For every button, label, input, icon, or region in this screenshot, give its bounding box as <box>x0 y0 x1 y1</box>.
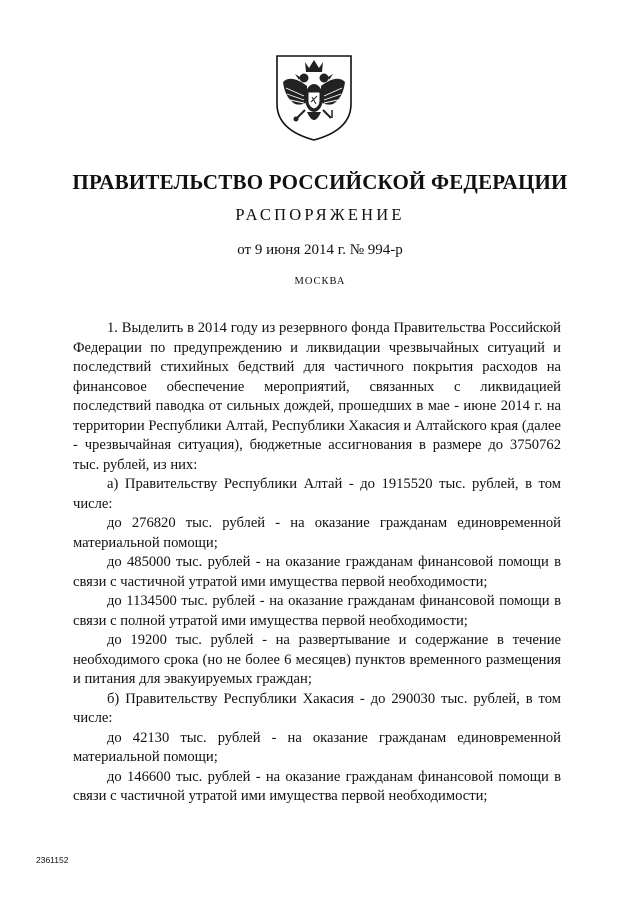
paragraph-a-3: до 1134500 тыс. рублей - на оказание гражданам финансовой помощи в связи с полной утратой ими имущества первой необходимости; <box>73 593 561 629</box>
document-type: РАСПОРЯЖЕНИЕ <box>235 205 405 224</box>
paragraph-a-4: до 19200 тыс. рублей - на развертывание и содержание в течение необходимого срока (но не более 6 месяцев) пунктов временного размещения и питания для эвакуируемых граждан; <box>73 632 561 687</box>
document-body <box>73 319 561 807</box>
city-name: МОСКВА <box>294 276 346 287</box>
document-code: 2361152 <box>36 855 69 865</box>
document-title: ПРАВИТЕЛЬСТВО РОССИЙСКОЙ ФЕДЕРАЦИИ <box>72 170 568 194</box>
paragraph-b: б) Правительству Республики Хакасия - до 290030 тыс. рублей, в том числе: <box>73 690 561 726</box>
paragraph-a: а) Правительству Республики Алтай - до 1915520 тыс. рублей, в том числе: <box>73 476 561 512</box>
order-date-number: от 9 июня 2014 г. № 994-р <box>237 242 403 258</box>
paragraph-a-2: до 485000 тыс. рублей - на оказание гражданам финансовой помощи в связи с частичной утратой ими имущества первой необходимости; <box>73 554 561 590</box>
paragraph-1: 1. Выделить в 2014 году из резервного фонда Правительства Российской Федерации по предупреждению и ликвидации чрезвычайных ситуаций и последствий стихийных бедствий для частичного покрытия расходов на финансовое обеспечение мероприятий, связанных с ликвидацией последствий паводка от сильных дождей, прошедших в мае - июне 2014 г. на территории Республики Алтай, Республики Хакасия и Алтайского края (далее - чрезвычайная ситуация), бюджетные ассигнования в размере до 3750762 тыс. рублей, из них: <box>73 320 561 473</box>
paragraph-b-1: до 42130 тыс. рублей - на оказание гражданам единовременной материальной помощи; <box>73 729 561 765</box>
paragraph-b-2: до 146600 тыс. рублей - на оказание гражданам финансовой помощи в связи с частичной утратой ими имущества первой необходимости; <box>73 768 561 804</box>
russian-coat-of-arms-icon <box>271 52 357 142</box>
paragraph-a-1: до 276820 тыс. рублей - на оказание гражданам единовременной материальной помощи; <box>73 515 561 551</box>
